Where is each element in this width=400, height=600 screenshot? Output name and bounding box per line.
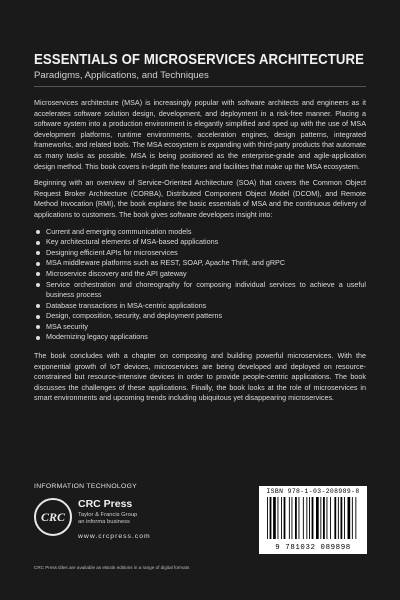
list-item: Current and emerging communication models: [34, 227, 366, 238]
book-subtitle: Paradigms, Applications, and Techniques: [34, 70, 209, 81]
list-item: MSA security: [34, 322, 366, 333]
bullet-icon: [36, 304, 40, 308]
list-item: Modernizing legacy applications: [34, 332, 366, 343]
list-item: Service orchestration and choreography for composing individual services to achieve a useful business process: [34, 280, 366, 301]
subject-category: INFORMATION TECHNOLOGY: [34, 483, 138, 490]
description-paragraph-2: Beginning with an overview of Service-Oriented Architecture (SOA) that covers the Common Object Request Broker Architecture (CORBA), Distributed Component Object Model (DCOM), and Remote Method Invocation (RMI), the book explains the basic essentials of MSA and the continuous delivery of applications to customers. The book gives software developers insight into:: [34, 178, 366, 219]
list-item: Designing efficient APIs for microservices: [34, 248, 366, 259]
barcode-bars-icon: [265, 497, 361, 539]
bullet-icon: [36, 241, 40, 245]
publisher-group: Taylor & Francis Group: [78, 512, 138, 518]
isbn-barcode: [259, 486, 367, 554]
bullet-icon: [36, 336, 40, 340]
isbn-label: ISBN 978-1-03-208989-8: [266, 488, 360, 495]
description-paragraph-3: The book concludes with a chapter on composing and building powerful microservices. With the exponential growth of IoT devices, microservices are being developed and deployed on resource-constrained but resource-intensive devices in order to provide people-centric applications. The book discusses the challenges of these applications. Finally, the book looks at the role of microservices in smart environments and upcoming trends including ubiquitous yet disappearing microservices.: [34, 351, 366, 403]
publisher-url: www.crcpress.com: [78, 533, 151, 540]
list-item: Design, composition, security, and deployment patterns: [34, 311, 366, 322]
logo-text: CRC: [40, 509, 65, 524]
bullet-icon: [36, 315, 40, 319]
description-paragraph-1: Microservices architecture (MSA) is increasingly popular with software architects and engineers as it accelerates software solution design, development, and deployment in a risk-free manner. Placing a software system into a production environment is elegantly simplified and sped up with the use of MSA development platforms, runtime environments, acceleration engines, design patterns, integrated frameworks, and related tools. The MSA ecosystem is expanding with third-party products that automate as many tasks as possible. MSA is being positioned as the enterprise-grade and agile-application design method. This book covers in-depth the features and facilities that make up the MSA ecosystem.: [34, 98, 366, 171]
insight-list: [34, 227, 366, 344]
list-item: Microservice discovery and the API gateway: [34, 269, 366, 280]
publisher-business: an informa business: [78, 519, 130, 525]
bullet-icon: [36, 251, 40, 255]
ebook-footnote: CRC Press titles are available as eBook editions in a range of digital formats: [34, 565, 190, 570]
bullet-icon: [36, 325, 40, 329]
cover-description: [34, 98, 366, 410]
bullet-icon: [36, 230, 40, 234]
crc-logo-icon: [34, 498, 72, 536]
title-divider: [34, 86, 366, 87]
isbn-number: 9 781032 089898: [275, 544, 351, 552]
bullet-icon: [36, 272, 40, 276]
bullet-icon: [36, 283, 40, 287]
bullet-icon: [36, 262, 40, 266]
publisher-name: CRC Press: [78, 498, 133, 510]
list-item: Key architectural elements of MSA-based applications: [34, 237, 366, 248]
publisher-block: [34, 496, 184, 546]
book-title: ESSENTIALS OF MICROSERVICES ARCHITECTURE: [34, 50, 365, 68]
list-item: MSA middleware platforms such as REST, SOAP, Apache Thrift, and gRPC: [34, 258, 366, 269]
list-item: Database transactions in MSA-centric applications: [34, 301, 366, 312]
